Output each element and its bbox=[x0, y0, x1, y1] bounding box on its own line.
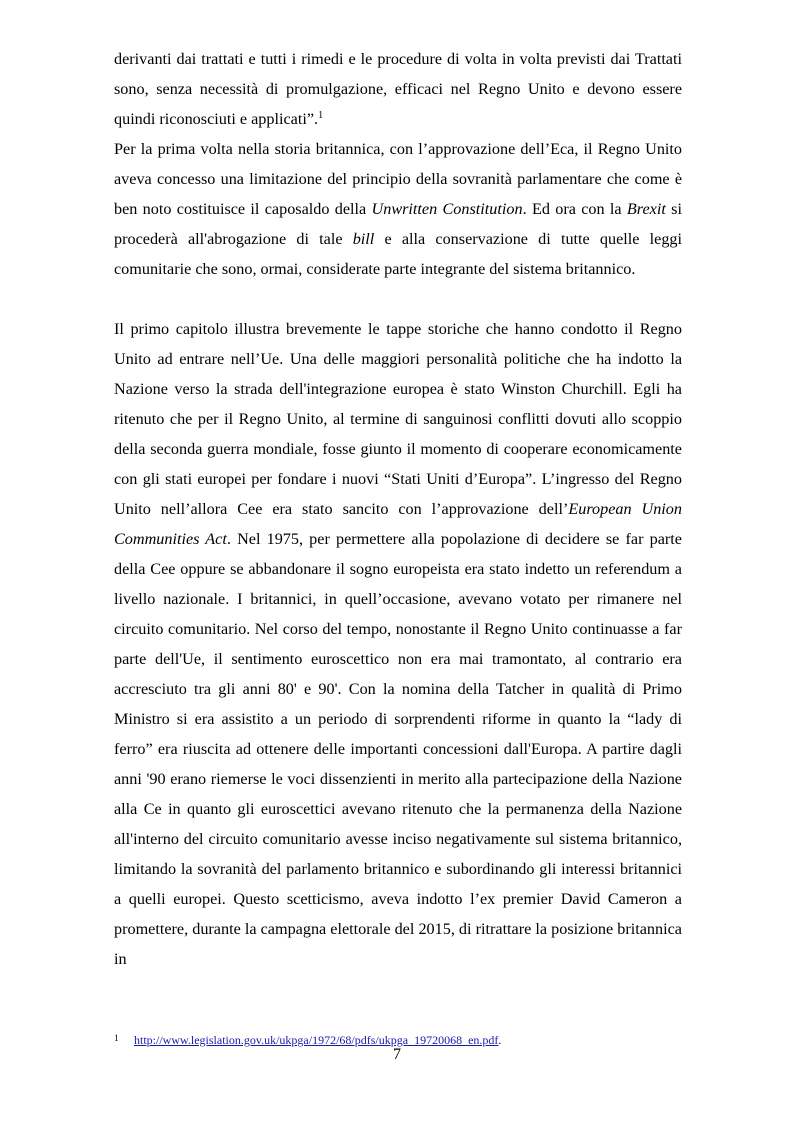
text-run: derivanti dai trattati e tutti i rimedi e le procedure di volta in volta previsti dai Trattati sono, senza necessità di promulgazione, efficaci nel Regno Unito e devono essere quindi riconosciuti e applicati”. bbox=[114, 50, 682, 128]
page-number: 7 bbox=[393, 1046, 401, 1063]
paragraph bbox=[114, 44, 682, 134]
footnote-trailing: . bbox=[498, 1033, 502, 1047]
text-run: . Ed ora con la bbox=[522, 200, 627, 218]
text-run: Il primo capitolo illustra brevemente le tappe storiche che hanno condotto il Regno Unito ad entrare nell’Ue. Una delle maggiori personalità politiche che ha indotto la Nazione verso la strada dell'integrazione europea è stato Winston Churchill. Egli ha ritenuto che per il Regno Unito, al termine di sanguinosi conflitti dovuti allo scoppio della seconda guerra mondiale, fosse giunto il momento di cooperare economicamente con gli stati europei per fondare i nuovi “Stati Uniti d’Europa”. L’ingresso del Regno Unito nell’allora Cee era stato sancito con l’approvazione dell’ bbox=[114, 320, 682, 518]
footnote-number: 1 bbox=[114, 1033, 119, 1043]
text-run: . Nel 1975, per permettere alla popolazione di decidere se far parte della Cee oppure se abbandonare il sogno europeista era stato indetto un referendum a livello nazionale. I britannici, in quell’occasione, avevano votato per rimanere nel circuito comunitario. Nel corso del tempo, nonostante il Regno Unito continuasse a far parte dell'Ue, il sentimento euroscettico non era mai tramontato, al contrario era accresciuto tra gli anni 80' e 90'. Con la nomina della Tatcher in qualità di Primo Ministro si era assistito a un periodo di sorprendenti riforme in quanto la “lady di ferro” era riuscita ad ottenere delle importanti concessioni dall'Europa. A partire dagli anni '90 erano riemerse le voci dissenzienti in merito alla partecipazione della Nazione alla Ce in quanto gli euroscettici avevano ritenuto che la permanenza della Nazione all'interno del circuito comunitario avesse inciso negativamente sul sistema britannico, limitando la sovranità del parlamento britannico e subordinando gli interessi britannici a quelli europei. Questo scetticismo, aveva indotto l’ex premier David Cameron a promettere, durante la campagna elettorale del 2015, di ritrattare la posizione britannica in bbox=[114, 530, 682, 968]
text-run: si procederà all'abrogazione di tale bbox=[114, 200, 682, 248]
body-text bbox=[114, 44, 682, 974]
paragraph bbox=[114, 314, 682, 974]
footnote-reference: 1 bbox=[318, 110, 324, 121]
italic-term: Unwritten Constitution bbox=[371, 200, 523, 218]
paragraph-gap bbox=[114, 284, 682, 314]
italic-term: bill bbox=[352, 230, 375, 248]
text-run: Per la prima volta nella storia britannica, con l’approvazione dell’Eca, il Regno Unito aveva concesso una limitazione del principio della sovranità parlamentare che come è ben noto costituisce il caposaldo della bbox=[114, 140, 682, 218]
italic-term: Brexit bbox=[626, 200, 666, 218]
italic-term: European Union Communities Act bbox=[114, 500, 682, 548]
text-run: e alla conservazione di tutte quelle leggi comunitarie che sono, ormai, considerate parte integrante del sistema britannico. bbox=[114, 230, 682, 278]
footnote-link[interactable]: http://www.legislation.gov.uk/ukpga/1972/68/pdfs/ukpga_19720068_en.pdf bbox=[134, 1033, 499, 1047]
paragraph bbox=[114, 134, 682, 284]
